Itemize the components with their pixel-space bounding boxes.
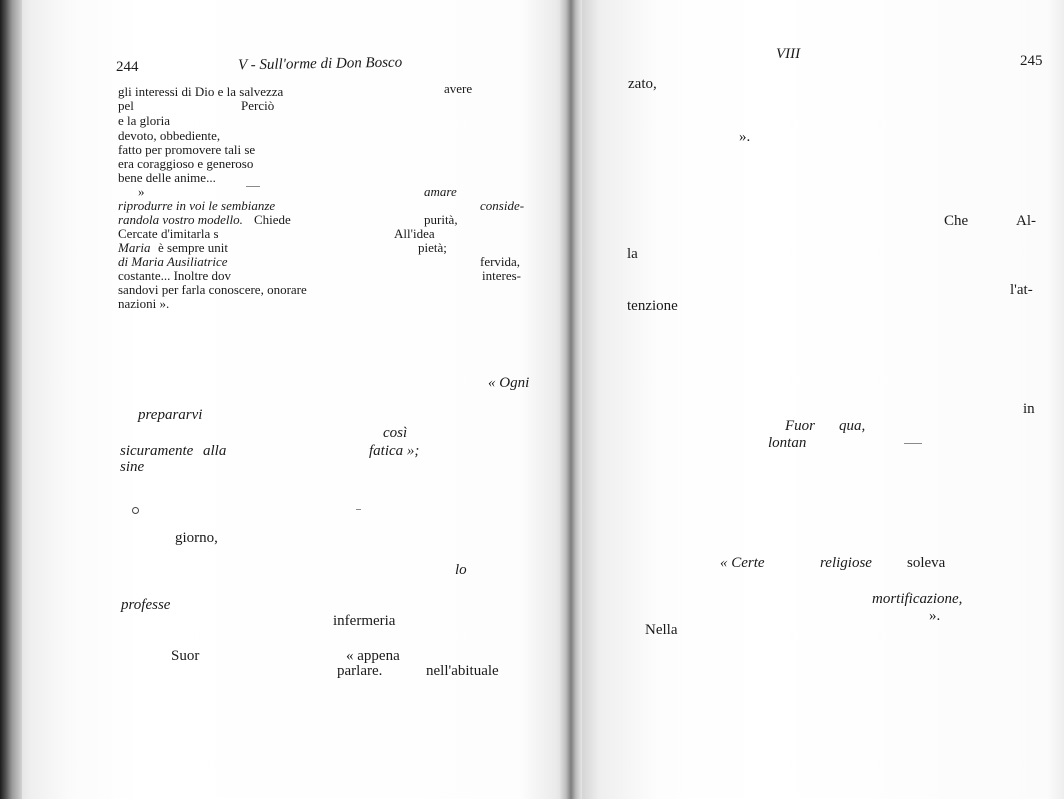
text-fragment: professe: [121, 597, 171, 613]
text-fragment: « Certe: [720, 555, 765, 571]
text-fragment: qua,: [839, 418, 866, 434]
right-page: [568, 0, 1064, 799]
text-line: gli interessi di Dio e la salvezza: [118, 84, 284, 99]
text-fragment: purità,: [424, 212, 458, 227]
text-line: Chiede: [254, 212, 291, 227]
text-fragment: conside-: [480, 198, 525, 213]
text-fragment: soleva: [907, 555, 946, 571]
text-line: riprodurre in voi le sembianze: [118, 198, 276, 213]
text-fragment: religiose: [820, 555, 872, 571]
text-fragment: avere: [444, 81, 473, 96]
book-edge-shadow: [0, 0, 22, 799]
text-fragment: infermeria: [333, 613, 396, 629]
text-fragment: interes-: [482, 268, 521, 283]
text-fragment: l'at-: [1010, 282, 1033, 298]
text-fragment: così: [383, 425, 408, 441]
text-fragment: prepararvi: [138, 407, 203, 423]
text-fragment: fervida,: [480, 254, 521, 269]
text-line: sandovi per farla conoscere, onorare: [118, 282, 307, 297]
text-fragment: giorno,: [175, 530, 218, 546]
dash-mark: [356, 509, 361, 510]
text-fragment: sine: [120, 459, 145, 475]
text-line: e la gloria: [118, 113, 170, 128]
text-fragment: All'idea: [394, 226, 435, 241]
text-line: Maria: [118, 240, 151, 255]
text-line: è sempre unit: [158, 240, 229, 255]
text-fragment: la: [627, 246, 638, 262]
text-line: Cercate d'imitarla s: [118, 226, 219, 241]
text-line: »: [138, 184, 145, 199]
text-fragment: nell'abituale: [426, 663, 499, 679]
text-line: era coraggioso e generoso: [118, 156, 254, 171]
text-fragment: ».: [929, 608, 941, 624]
text-fragment: zato,: [628, 76, 657, 92]
text-fragment: tenzione: [627, 298, 678, 314]
running-head: V - Sull'orme di Don Bosco: [237, 54, 403, 74]
text-line: nazioni ».: [118, 296, 170, 311]
text-line: bene delle anime...: [118, 170, 216, 185]
text-fragment: Suor: [171, 648, 200, 664]
text-fragment: parlare.: [337, 663, 383, 679]
text-fragment: Che: [944, 213, 969, 229]
text-fragment: pietà;: [418, 240, 447, 255]
text-fragment: Al-: [1016, 213, 1036, 229]
page-number-right: 245: [1020, 53, 1043, 69]
text-fragment: mortificazione,: [872, 591, 963, 607]
text-fragment: Fuor: [785, 418, 815, 434]
text-fragment: fatica »;: [369, 443, 420, 459]
text-fragment: lontan: [768, 435, 807, 451]
text-line: di Maria Ausiliatrice: [118, 254, 228, 269]
chapter-heading: VIII: [776, 46, 801, 62]
text-line: randola vostro modello.: [118, 212, 243, 227]
text-fragment: « Ogni: [488, 375, 530, 391]
text-line: devoto, obbediente,: [118, 128, 221, 143]
text-fragment: « appena: [346, 648, 400, 664]
text-line: costante... Inoltre dov: [118, 268, 231, 283]
text-line: pel: [118, 98, 134, 113]
text-line: Perciò: [241, 98, 275, 113]
book-gutter: [560, 0, 582, 799]
text-fragment: sicuramente: [120, 443, 194, 459]
ink-mark: [132, 507, 139, 514]
text-fragment: amare: [424, 184, 457, 199]
dash-mark: [904, 443, 922, 444]
text-fragment: alla: [203, 443, 227, 459]
text-fragment: ».: [739, 129, 751, 145]
text-line: fatto per promovere tali se: [118, 142, 256, 157]
text-fragment: in: [1023, 401, 1035, 417]
text-fragment: lo: [455, 562, 467, 578]
text-fragment: Nella: [645, 622, 678, 638]
dash-mark: [246, 186, 260, 187]
page-number-left: 244: [116, 59, 139, 75]
